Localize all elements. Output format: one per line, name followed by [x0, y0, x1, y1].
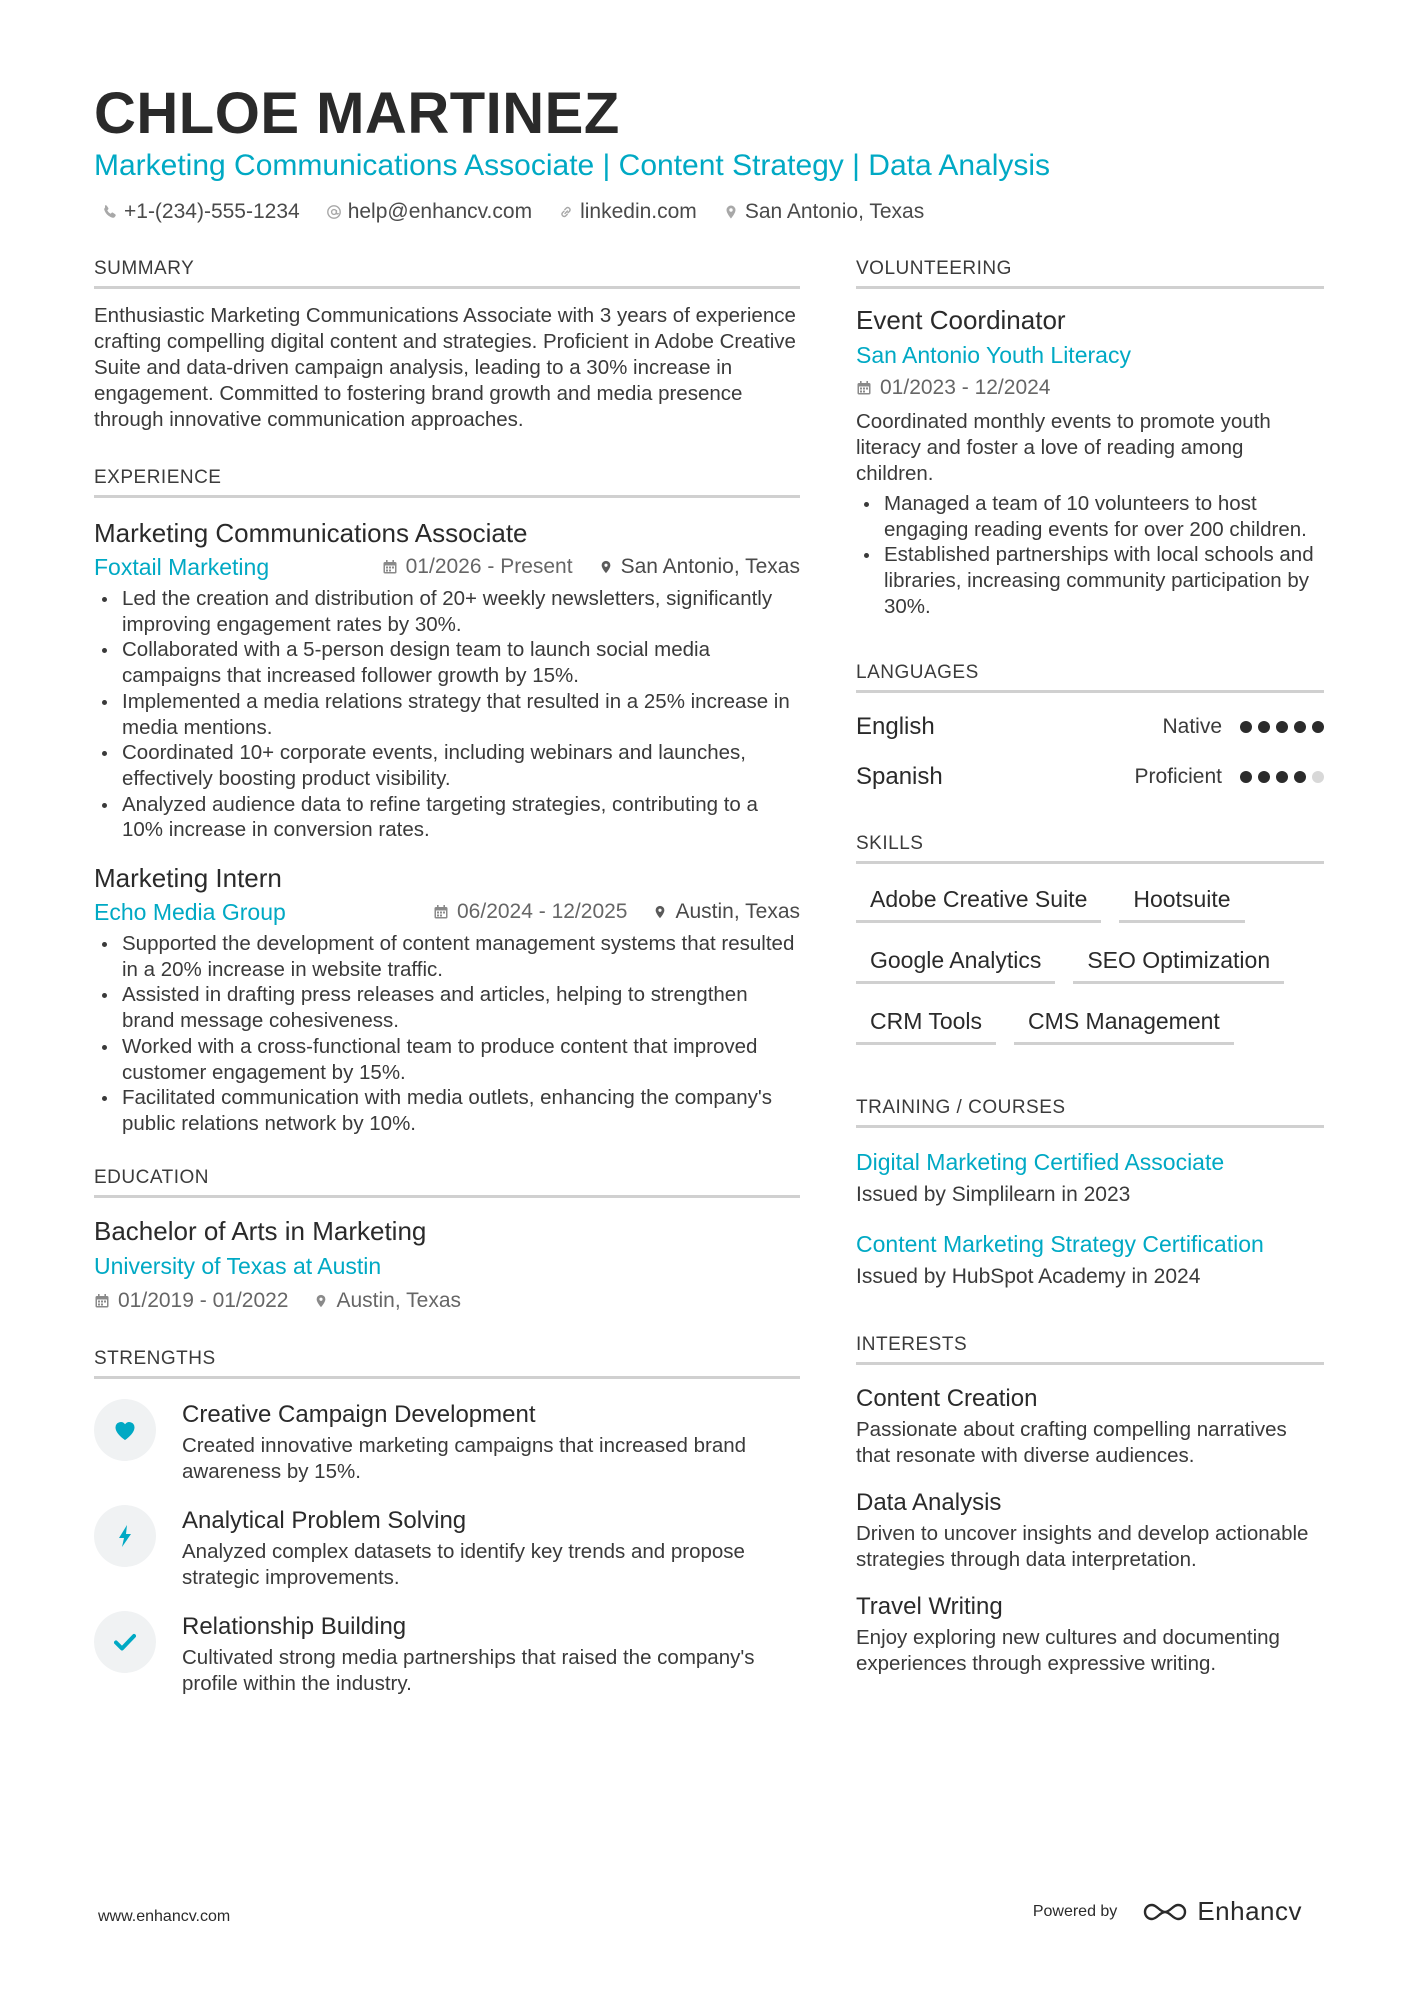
contact-email-text: help@enhancv.com — [347, 200, 533, 223]
volunteering-bullet: Established partnerships with local schools and libraries, increasing community participation by 30%. — [856, 542, 1324, 619]
experience-section — [94, 465, 800, 1137]
job-bullet: Coordinated 10+ corporate events, including webinars and launches, effectively boosting product visibility. — [94, 740, 800, 791]
skill-tag: Adobe Creative Suite — [856, 878, 1101, 923]
phone-icon — [102, 204, 118, 220]
language-item — [856, 761, 1324, 793]
job-meta — [94, 552, 800, 582]
left-column — [94, 256, 800, 1729]
education-degree: Bachelor of Arts in Marketing — [94, 1215, 427, 1246]
job-bullet: Implemented a media relations strategy that resulted in a 25% increase in media mentions. — [94, 689, 800, 740]
footer-branding — [1033, 1896, 1302, 1927]
training-section — [856, 1095, 1324, 1292]
contact-phone[interactable] — [102, 198, 300, 226]
language-proficiency — [1134, 761, 1324, 793]
skill-tag: CMS Management — [1014, 1000, 1234, 1045]
volunteering-bullet: Managed a team of 10 volunteers to host engaging reading events for over 200 children. — [856, 491, 1324, 542]
location-icon — [599, 559, 613, 575]
strength-desc: Created innovative marketing campaigns that increased brand awareness by 15%. — [182, 1433, 747, 1483]
rating-dot — [1312, 721, 1324, 733]
strength-desc: Analyzed complex datasets to identify key trends and propose strategic improvements. — [182, 1539, 745, 1589]
volunteering-heading: VOLUNTEERING — [856, 256, 1324, 289]
job-bullet: Worked with a cross-functional team to produce content that improved customer engagement by 15%. — [94, 1034, 800, 1085]
job-role: Marketing Intern — [94, 863, 282, 894]
job-entry — [94, 861, 800, 1137]
job-bullets — [94, 931, 800, 1137]
footer-website[interactable]: www.enhancv.com — [98, 1908, 231, 1925]
job-location-text: Austin, Texas — [675, 900, 800, 924]
rating-dot — [1276, 721, 1288, 733]
job-meta — [94, 897, 800, 927]
job-meta-right — [382, 552, 800, 582]
brand-name: Enhancv — [1197, 1896, 1302, 1926]
rating-dot — [1258, 721, 1270, 733]
job-dates — [433, 897, 627, 927]
volunteering-org: San Antonio Youth Literacy — [856, 342, 1131, 368]
location-icon — [314, 1293, 328, 1309]
strength-body — [170, 1399, 800, 1485]
strength-icon-badge — [94, 1505, 156, 1567]
job-location — [599, 552, 800, 582]
rating-dot — [1294, 771, 1306, 783]
heart-icon — [113, 1419, 137, 1441]
volunteering-dates — [856, 373, 1324, 403]
skills-heading: SKILLS — [856, 831, 1324, 864]
summary-heading: SUMMARY — [94, 256, 800, 289]
enhancv-logo[interactable] — [1141, 1896, 1302, 1927]
course-title[interactable]: Digital Marketing Certified Associate — [856, 1148, 1225, 1175]
contact-bar — [102, 198, 924, 226]
strength-item — [94, 1399, 800, 1485]
job-bullet: Facilitated communication with media outlets, enhancing the company's public relations network by 10%. — [94, 1085, 800, 1136]
skill-tag: CRM Tools — [856, 1000, 996, 1045]
right-column — [856, 256, 1324, 1709]
interest-item — [856, 1487, 1324, 1573]
skill-tag: Hootsuite — [1119, 878, 1244, 923]
powered-by-label: Powered by — [1032, 1902, 1118, 1920]
language-name: Spanish — [856, 762, 943, 790]
education-location — [314, 1286, 461, 1316]
skills-list — [856, 878, 1324, 1061]
course-issuer: Issued by Simplilearn in 2023 — [856, 1182, 1131, 1206]
job-dates-text: 06/2024 - 12/2025 — [457, 900, 628, 924]
languages-heading: LANGUAGES — [856, 660, 1324, 693]
job-dates-text: 01/2026 - Present — [405, 555, 573, 578]
interest-desc: Driven to uncover insights and develop actionable strategies through data interpretation. — [856, 1521, 1309, 1571]
rating-dot — [1240, 771, 1252, 783]
language-level: Native — [1162, 714, 1222, 738]
contact-linkedin-text: linkedin.com — [580, 200, 697, 223]
strength-body — [170, 1611, 800, 1697]
experience-heading: EXPERIENCE — [94, 465, 800, 498]
language-level: Proficient — [1134, 764, 1222, 788]
course-issuer: Issued by HubSpot Academy in 2024 — [856, 1264, 1201, 1288]
language-item — [856, 711, 1324, 743]
skills-section — [856, 831, 1324, 1061]
job-bullet: Collaborated with a 5-person design team to launch social media campaigns that increased follower growth by 15%. — [94, 637, 800, 688]
calendar-icon — [433, 904, 449, 920]
education-school: University of Texas at Austin — [94, 1252, 382, 1279]
education-heading: EDUCATION — [94, 1165, 800, 1198]
job-meta-right — [433, 897, 800, 927]
calendar-icon — [382, 559, 398, 575]
language-rating — [1240, 771, 1324, 783]
location-icon — [653, 904, 667, 920]
strength-item — [94, 1505, 800, 1591]
strengths-heading: STRENGTHS — [94, 1346, 800, 1379]
volunteering-dates-text: 01/2023 - 12/2024 — [880, 376, 1051, 399]
rating-dot — [1276, 771, 1288, 783]
calendar-icon — [94, 1293, 110, 1309]
job-bullet: Supported the development of content management systems that resulted in a 20% increase in website traffic. — [94, 931, 800, 982]
interest-desc: Enjoy exploring new cultures and documenting experiences through expressive writing. — [856, 1625, 1280, 1675]
strength-icon-badge — [94, 1611, 156, 1673]
course-title[interactable]: Content Marketing Strategy Certification — [856, 1230, 1264, 1257]
contact-email[interactable] — [326, 198, 532, 226]
job-entry — [94, 516, 800, 843]
summary-section — [94, 256, 800, 433]
strength-title: Creative Campaign Development — [182, 1400, 536, 1428]
interest-title: Travel Writing — [856, 1592, 1003, 1620]
volunteering-desc: Coordinated monthly events to promote youth literacy and foster a love of reading among children. — [856, 410, 1271, 485]
strengths-section — [94, 1346, 800, 1697]
job-bullet: Analyzed audience data to refine targeting strategies, contributing to a 10% increase in conversion rates. — [94, 792, 800, 843]
job-dates — [382, 552, 573, 582]
job-location — [653, 897, 800, 927]
course-item — [856, 1228, 1324, 1292]
strength-title: Analytical Problem Solving — [182, 1506, 467, 1534]
interest-title: Content Creation — [856, 1384, 1038, 1412]
training-heading: TRAINING / COURSES — [856, 1095, 1324, 1128]
at-icon — [326, 204, 342, 220]
check-icon — [114, 1633, 136, 1651]
interest-item — [856, 1383, 1324, 1469]
skill-tag: Google Analytics — [856, 939, 1055, 984]
contact-phone-text: +1-(234)-555-1234 — [124, 200, 300, 223]
strength-body — [170, 1505, 800, 1591]
strength-title: Relationship Building — [182, 1612, 407, 1640]
headline: Marketing Communications Associate | Content Strategy | Data Analysis — [94, 149, 1051, 182]
location-icon — [723, 204, 739, 220]
rating-dot — [1294, 721, 1306, 733]
education-meta — [94, 1286, 800, 1316]
language-name: English — [856, 712, 935, 740]
job-bullet: Led the creation and distribution of 20+ weekly newsletters, significantly improving engagement rates by 30%. — [94, 586, 800, 637]
strength-icon-badge — [94, 1399, 156, 1461]
job-bullets — [94, 586, 800, 843]
education-location-text: Austin, Texas — [336, 1288, 461, 1312]
volunteering-bullets — [856, 491, 1324, 620]
contact-location — [723, 198, 924, 226]
enhancv-logo-icon — [1141, 1900, 1189, 1924]
interest-title: Data Analysis — [856, 1488, 1002, 1516]
job-bullet: Assisted in drafting press releases and articles, helping to strengthen brand message cohesiveness. — [94, 982, 800, 1033]
contact-location-text: San Antonio, Texas — [744, 200, 925, 223]
job-company: Foxtail Marketing — [94, 554, 270, 580]
strength-desc: Cultivated strong media partnerships that raised the company's profile within the industry. — [182, 1645, 755, 1695]
languages-section — [856, 660, 1324, 793]
rating-dot — [1258, 771, 1270, 783]
interest-item — [856, 1591, 1324, 1677]
job-location-text: San Antonio, Texas — [620, 555, 800, 578]
contact-linkedin[interactable] — [558, 198, 697, 226]
job-company: Echo Media Group — [94, 899, 286, 926]
candidate-name: CHLOE MARTINEZ — [94, 81, 620, 146]
lightning-icon — [117, 1524, 133, 1548]
language-rating — [1240, 721, 1324, 733]
volunteering-section — [856, 256, 1324, 620]
job-role: Marketing Communications Associate — [94, 518, 528, 548]
language-proficiency — [1162, 711, 1324, 743]
volunteering-role: Event Coordinator — [856, 305, 1066, 335]
summary-text: Enthusiastic Marketing Communications Associate with 3 years of experience crafting compelling digital content and strategies. Proficient in Adobe Creative Suite and data-driven campaign analysis, leading to a 30% increase in engagement. Committed to fostering brand growth and media presence through innovative communication approaches. — [94, 304, 796, 431]
interests-section — [856, 1332, 1324, 1677]
link-icon — [558, 204, 574, 220]
education-section — [94, 1165, 800, 1316]
interest-desc: Passionate about crafting compelling narratives that resonate with diverse audiences. — [856, 1417, 1287, 1467]
skill-tag: SEO Optimization — [1073, 939, 1284, 984]
interests-heading: INTERESTS — [856, 1332, 1324, 1365]
course-item — [856, 1146, 1324, 1210]
education-dates — [94, 1286, 288, 1316]
rating-dot — [1312, 771, 1324, 783]
strength-item — [94, 1611, 800, 1697]
calendar-icon — [856, 380, 872, 396]
rating-dot — [1240, 721, 1252, 733]
education-dates-text: 01/2019 - 01/2022 — [118, 1288, 289, 1312]
